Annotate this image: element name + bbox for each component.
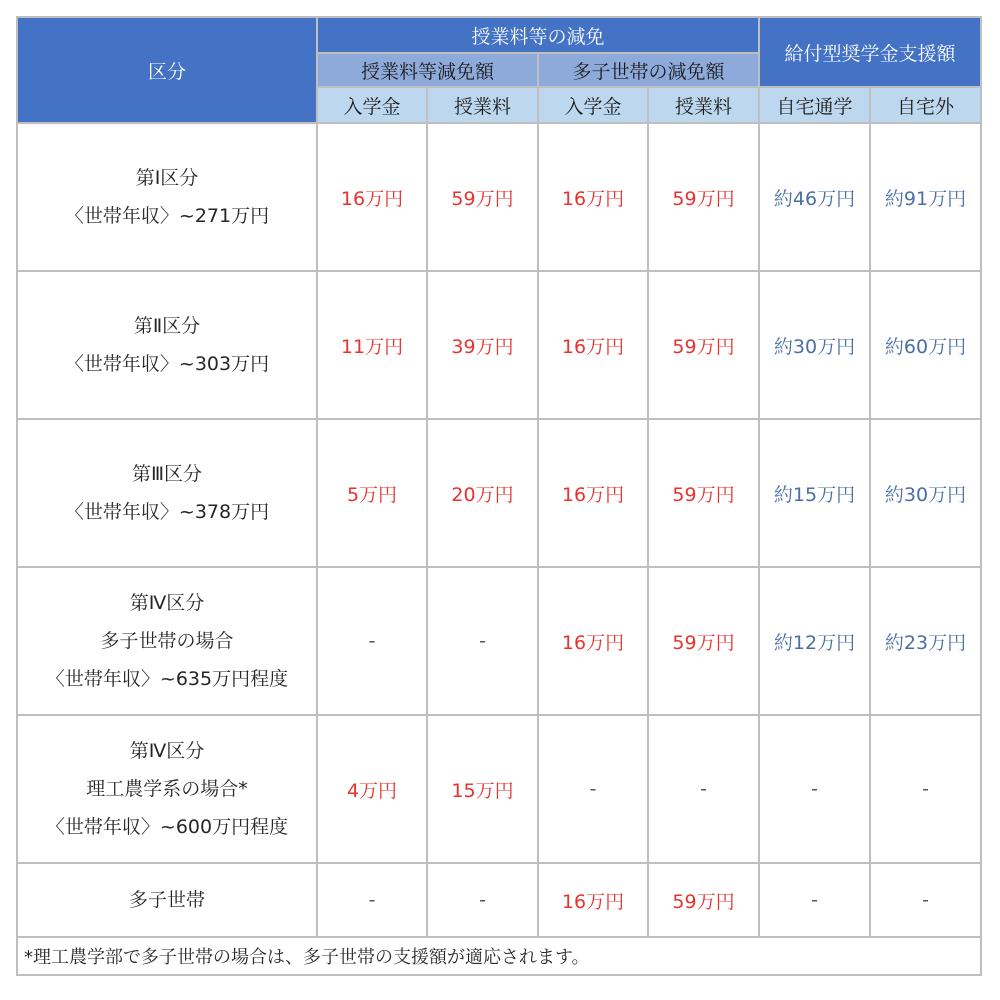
table-body — [17, 123, 981, 937]
value-cell: 約23万円 — [870, 567, 981, 715]
table-row — [17, 863, 981, 937]
value-cell: 4万円 — [317, 715, 427, 863]
value-cell: - — [870, 863, 981, 937]
row-label — [17, 715, 317, 863]
value-cell: 59万円 — [648, 419, 759, 567]
header-scholarship: 給付型奨学金支援額 — [759, 17, 981, 87]
value-cell: 59万円 — [427, 123, 538, 271]
value-cell: 59万円 — [648, 123, 759, 271]
value-cell: 約46万円 — [759, 123, 870, 271]
value-cell: - — [317, 863, 427, 937]
header-tuition-reduction: 授業料等の減免 — [317, 17, 759, 53]
header-admission-2: 入学金 — [538, 87, 648, 123]
value-cell: 16万円 — [538, 863, 648, 937]
table-row — [17, 715, 981, 863]
row-label-line: 〈世帯年収〉~635万円程度 — [45, 668, 289, 690]
value-cell: - — [427, 567, 538, 715]
row-label-line: 〈世帯年収〉~378万円 — [64, 501, 270, 523]
header-category: 区分 — [17, 17, 317, 123]
value-cell: 約15万円 — [759, 419, 870, 567]
row-label-line: 第Ⅲ区分 — [131, 463, 203, 485]
row-label-line: 理工農学系の場合* — [86, 778, 248, 800]
row-label-line: 多子世帯の場合 — [100, 630, 234, 652]
row-label — [17, 419, 317, 567]
value-cell: 16万円 — [317, 123, 427, 271]
row-label-line: 第Ⅳ区分 — [129, 740, 205, 762]
row-label-line: 〈世帯年収〉~600万円程度 — [45, 816, 289, 838]
header-tuition-1: 授業料 — [427, 87, 538, 123]
value-cell: 20万円 — [427, 419, 538, 567]
row-label-line: 第Ⅳ区分 — [129, 592, 205, 614]
value-cell: 約30万円 — [870, 419, 981, 567]
value-cell: 16万円 — [538, 567, 648, 715]
value-cell: - — [317, 567, 427, 715]
header-home: 自宅通学 — [759, 87, 870, 123]
value-cell: 約12万円 — [759, 567, 870, 715]
header-away: 自宅外 — [870, 87, 981, 123]
value-cell: 16万円 — [538, 123, 648, 271]
value-cell: - — [870, 715, 981, 863]
value-cell: - — [427, 863, 538, 937]
value-cell: 約60万円 — [870, 271, 981, 419]
row-label-line: 〈世帯年収〉~271万円 — [64, 205, 270, 227]
row-label — [17, 567, 317, 715]
table-row — [17, 567, 981, 715]
header-tuition-reduction-amount: 授業料等減免額 — [317, 53, 538, 87]
value-cell: 16万円 — [538, 419, 648, 567]
row-label-line: 第Ⅱ区分 — [133, 315, 201, 337]
support-table — [16, 16, 982, 976]
row-label — [17, 123, 317, 271]
footnote: *理工農学部で多子世帯の場合は、多子世帯の支援額が適応されます。 — [17, 937, 981, 975]
row-label — [17, 863, 317, 937]
header-multi-child-reduction: 多子世帯の減免額 — [538, 53, 759, 87]
value-cell: 59万円 — [648, 271, 759, 419]
value-cell: 39万円 — [427, 271, 538, 419]
row-label-line: 〈世帯年収〉~303万円 — [64, 353, 270, 375]
table-row — [17, 123, 981, 271]
table-row — [17, 419, 981, 567]
table-row — [17, 271, 981, 419]
value-cell: 15万円 — [427, 715, 538, 863]
header-tuition-2: 授業料 — [648, 87, 759, 123]
value-cell: 約30万円 — [759, 271, 870, 419]
row-label-line: 第Ⅰ区分 — [135, 167, 199, 189]
row-label — [17, 271, 317, 419]
value-cell: 5万円 — [317, 419, 427, 567]
header-admission-1: 入学金 — [317, 87, 427, 123]
value-cell: - — [759, 863, 870, 937]
value-cell: 約91万円 — [870, 123, 981, 271]
row-label-line: 多子世帯 — [128, 889, 205, 911]
value-cell: - — [648, 715, 759, 863]
value-cell: 11万円 — [317, 271, 427, 419]
value-cell: 16万円 — [538, 271, 648, 419]
value-cell: 59万円 — [648, 863, 759, 937]
value-cell: - — [538, 715, 648, 863]
value-cell: 59万円 — [648, 567, 759, 715]
value-cell: - — [759, 715, 870, 863]
